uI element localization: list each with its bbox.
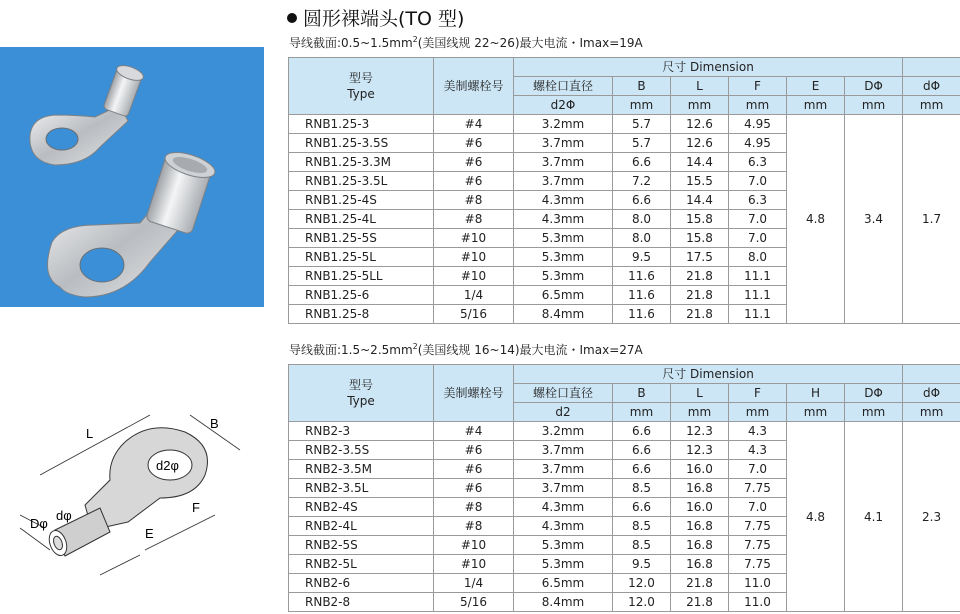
table-cell: 8.5 xyxy=(613,536,671,555)
table-cell: 5.3mm xyxy=(514,267,613,286)
table-cell: 6.6 xyxy=(613,460,671,479)
table-cell: 3.2mm xyxy=(514,422,613,441)
col-header: F xyxy=(729,384,787,403)
type-cell: RNB1.25-8 xyxy=(289,305,434,324)
small-terminal xyxy=(30,63,145,165)
table-cell: 7.0 xyxy=(729,210,787,229)
table-cell: 14.4 xyxy=(671,191,729,210)
merged-cell: 2.3 xyxy=(903,422,960,612)
type-cell: RNB1.25-5L xyxy=(289,248,434,267)
col-header: F xyxy=(729,77,787,96)
col-header: E xyxy=(787,77,845,96)
table-cell: 5/16 xyxy=(434,305,514,324)
type-cell: RNB1.25-3.5L xyxy=(289,172,434,191)
diagram-label-d: dφ xyxy=(56,508,72,523)
table-cell: 21.8 xyxy=(671,574,729,593)
table-cell: 3.7mm xyxy=(514,441,613,460)
table-cell: 4.3mm xyxy=(514,517,613,536)
header-row xyxy=(289,58,960,77)
table-cell: 7.75 xyxy=(729,536,787,555)
table-cell: 6.3 xyxy=(729,153,787,172)
type-cell: RNB2-8 xyxy=(289,593,434,612)
stud-header: 美制螺栓号 xyxy=(434,58,514,115)
type-header-en: Type xyxy=(289,86,433,102)
table-cell: 5.3mm xyxy=(514,555,613,574)
type-cell: RNB1.25-4S xyxy=(289,191,434,210)
table-cell: #10 xyxy=(434,555,514,574)
table-cell: #10 xyxy=(434,267,514,286)
page-title: 圆形裸端头(TO 型) xyxy=(287,4,464,31)
spec-table-1 xyxy=(288,57,960,324)
table-cell: 6.6 xyxy=(613,441,671,460)
table-cell: 6.3 xyxy=(729,191,787,210)
table-cell: 11.0 xyxy=(729,574,787,593)
type-cell: RNB1.25-4L xyxy=(289,210,434,229)
table-cell: 9.5 xyxy=(613,555,671,574)
table-cell: 7.0 xyxy=(729,229,787,248)
table-cell: #4 xyxy=(434,115,514,134)
table-cell: #6 xyxy=(434,134,514,153)
table-cell: 7.0 xyxy=(729,498,787,517)
merged-cell: 4.1 xyxy=(845,422,903,612)
table-cell: 9.5 xyxy=(613,248,671,267)
table-cell: 4.3mm xyxy=(514,210,613,229)
table-cell: 11.1 xyxy=(729,267,787,286)
diagram-label-D: Dφ xyxy=(30,516,48,531)
dimension-header: 尺寸 Dimension xyxy=(514,58,903,77)
table-cell: 4.3 xyxy=(729,441,787,460)
type-cell: RNB2-3.5M xyxy=(289,460,434,479)
col-header: B xyxy=(613,384,671,403)
section2-subtitle: 导线截面$:1.5\sim 2.5mm^2$(美国线规 16~14)最大电流・Imax=27A xyxy=(289,341,643,358)
table-cell: #8 xyxy=(434,191,514,210)
table-cell: 5.3mm xyxy=(514,248,613,267)
table-cell: 12.3 xyxy=(671,441,729,460)
table-cell: 14.4 xyxy=(671,153,729,172)
large-terminal xyxy=(48,147,218,297)
table-cell: 5.3mm xyxy=(514,536,613,555)
table-cell: 6.5mm xyxy=(514,574,613,593)
table-cell: #6 xyxy=(434,479,514,498)
table-cell: 7.75 xyxy=(729,517,787,536)
table-cell: 5/16 xyxy=(434,593,514,612)
type-header-en: Type xyxy=(289,393,433,409)
merged-cell: 4.8 xyxy=(787,422,845,612)
diagram-label-L: L xyxy=(86,426,93,441)
table-cell: 11.1 xyxy=(729,286,787,305)
table-cell: #10 xyxy=(434,248,514,267)
unit-header: mm xyxy=(845,96,903,115)
type-header xyxy=(289,365,434,422)
table-cell: 16.8 xyxy=(671,536,729,555)
table-cell: 4.3 xyxy=(729,422,787,441)
table-cell: 4.3mm xyxy=(514,498,613,517)
table-cell: 15.8 xyxy=(671,229,729,248)
diagram-label-F: F xyxy=(192,500,200,515)
bolt-sym-header: d2 xyxy=(514,403,613,422)
table-cell: 1/4 xyxy=(434,286,514,305)
table-cell: 7.75 xyxy=(729,555,787,574)
table-cell: 7.0 xyxy=(729,172,787,191)
bolt-sym-header: d2Φ xyxy=(514,96,613,115)
table-cell: 8.4mm xyxy=(514,593,613,612)
unit-header: mm xyxy=(787,96,845,115)
header-row xyxy=(289,365,960,384)
table-cell: 3.7mm xyxy=(514,460,613,479)
table-cell: 5.7 xyxy=(613,134,671,153)
table-cell: #6 xyxy=(434,441,514,460)
type-cell: RNB2-5S xyxy=(289,536,434,555)
type-cell: RNB1.25-3.3M xyxy=(289,153,434,172)
table-cell: 4.95 xyxy=(729,115,787,134)
table-cell: 21.8 xyxy=(671,267,729,286)
table-cell: 4.3mm xyxy=(514,191,613,210)
table-cell: 8.0 xyxy=(613,210,671,229)
col-header: dΦ xyxy=(903,77,960,96)
bolt-dia-header: 螺栓口直径 xyxy=(514,384,613,403)
table-cell: 3.7mm xyxy=(514,134,613,153)
col-header: H xyxy=(787,384,845,403)
diagram-label-B: B xyxy=(210,416,219,431)
col-header: DΦ xyxy=(845,77,903,96)
type-cell: RNB1.25-6 xyxy=(289,286,434,305)
table-cell: 12.0 xyxy=(613,593,671,612)
stud-header: 美制螺栓号 xyxy=(434,365,514,422)
table-cell: 15.8 xyxy=(671,210,729,229)
type-cell: RNB2-3.5L xyxy=(289,479,434,498)
type-cell: RNB2-4L xyxy=(289,517,434,536)
type-cell: RNB2-6 xyxy=(289,574,434,593)
table-cell: 11.0 xyxy=(729,593,787,612)
col-header: DΦ xyxy=(845,384,903,403)
table-row xyxy=(289,422,960,441)
table-cell: #10 xyxy=(434,536,514,555)
table-cell: 8.4mm xyxy=(514,305,613,324)
table-cell: 21.8 xyxy=(671,286,729,305)
table-cell: 3.2mm xyxy=(514,115,613,134)
table-cell: 8.5 xyxy=(613,517,671,536)
table-cell: #10 xyxy=(434,229,514,248)
col-header: L xyxy=(671,77,729,96)
type-cell: RNB1.25-5S xyxy=(289,229,434,248)
table-cell: 6.6 xyxy=(613,498,671,517)
table-cell: 17.5 xyxy=(671,248,729,267)
table-cell: 16.8 xyxy=(671,517,729,536)
type-cell: RNB1.25-3 xyxy=(289,115,434,134)
table-cell: 16.0 xyxy=(671,460,729,479)
table-cell: 12.6 xyxy=(671,115,729,134)
col-header: L xyxy=(671,384,729,403)
table-cell: 12.3 xyxy=(671,422,729,441)
unit-header: mm xyxy=(845,403,903,422)
merged-cell: 1.7 xyxy=(903,115,960,324)
table-cell: #8 xyxy=(434,517,514,536)
table-cell: #8 xyxy=(434,498,514,517)
table-cell: 8.0 xyxy=(613,229,671,248)
table-cell: 21.8 xyxy=(671,593,729,612)
unit-header: mm xyxy=(903,403,960,422)
table-cell: 8.0 xyxy=(729,248,787,267)
col-header: dΦ xyxy=(903,384,960,403)
unit-header: mm xyxy=(613,96,671,115)
table-cell: 3.7mm xyxy=(514,172,613,191)
type-header-cn: 型号 xyxy=(289,70,433,86)
unit-header: mm xyxy=(729,403,787,422)
unit-header: mm xyxy=(671,403,729,422)
table-cell: 12.6 xyxy=(671,134,729,153)
table-cell: 6.6 xyxy=(613,153,671,172)
table-cell: 5.7 xyxy=(613,115,671,134)
table-cell: 4.95 xyxy=(729,134,787,153)
unit-header: mm xyxy=(729,96,787,115)
bolt-dia-header: 螺栓口直径 xyxy=(514,77,613,96)
table-cell: 11.6 xyxy=(613,267,671,286)
section1-subtitle: 导线截面$:0.5\sim 1.5mm^2$(美国线规 22~26)最大电流・Imax=19A xyxy=(289,34,643,51)
table-cell: 16.0 xyxy=(671,498,729,517)
table-cell: 6.6 xyxy=(613,422,671,441)
table-cell: #6 xyxy=(434,460,514,479)
blank-header xyxy=(903,58,960,77)
table-cell: 16.8 xyxy=(671,555,729,574)
table-cell: 3.7mm xyxy=(514,153,613,172)
diagram-label-d2: d2φ xyxy=(156,458,179,473)
table-cell: 7.0 xyxy=(729,460,787,479)
bullet-icon xyxy=(287,13,297,23)
dimension-header: 尺寸 Dimension xyxy=(514,365,903,384)
unit-header: mm xyxy=(671,96,729,115)
table-row xyxy=(289,115,960,134)
table-cell: 7.2 xyxy=(613,172,671,191)
type-cell: RNB1.25-3.5S xyxy=(289,134,434,153)
table-cell: 11.6 xyxy=(613,286,671,305)
table-cell: 6.6 xyxy=(613,191,671,210)
unit-header: mm xyxy=(903,96,960,115)
table-cell: #4 xyxy=(434,422,514,441)
table-cell: 3.7mm xyxy=(514,479,613,498)
table-cell: 5.3mm xyxy=(514,229,613,248)
table-cell: 7.75 xyxy=(729,479,787,498)
type-cell: RNB2-3 xyxy=(289,422,434,441)
type-cell: RNB1.25-5LL xyxy=(289,267,434,286)
table-cell: 11.1 xyxy=(729,305,787,324)
dimension-diagram xyxy=(0,380,270,610)
col-header: B xyxy=(613,77,671,96)
table-cell: 1/4 xyxy=(434,574,514,593)
table-cell: 6.5mm xyxy=(514,286,613,305)
table-cell: 16.8 xyxy=(671,479,729,498)
table-cell: 11.6 xyxy=(613,305,671,324)
product-photo xyxy=(0,47,264,307)
blank-header xyxy=(903,365,960,384)
table-cell: 15.5 xyxy=(671,172,729,191)
table-cell: #6 xyxy=(434,153,514,172)
type-cell: RNB2-5L xyxy=(289,555,434,574)
spec-table-2 xyxy=(288,364,960,612)
table-cell: 12.0 xyxy=(613,574,671,593)
type-header-cn: 型号 xyxy=(289,377,433,393)
merged-cell: 4.8 xyxy=(787,115,845,324)
unit-header: mm xyxy=(787,403,845,422)
unit-header: mm xyxy=(613,403,671,422)
type-header xyxy=(289,58,434,115)
table-cell: #8 xyxy=(434,210,514,229)
diagram-label-E: E xyxy=(145,526,154,541)
merged-cell: 3.4 xyxy=(845,115,903,324)
type-cell: RNB2-4S xyxy=(289,498,434,517)
table-cell: 8.5 xyxy=(613,479,671,498)
table-cell: #6 xyxy=(434,172,514,191)
type-cell: RNB2-3.5S xyxy=(289,441,434,460)
table-cell: 21.8 xyxy=(671,305,729,324)
